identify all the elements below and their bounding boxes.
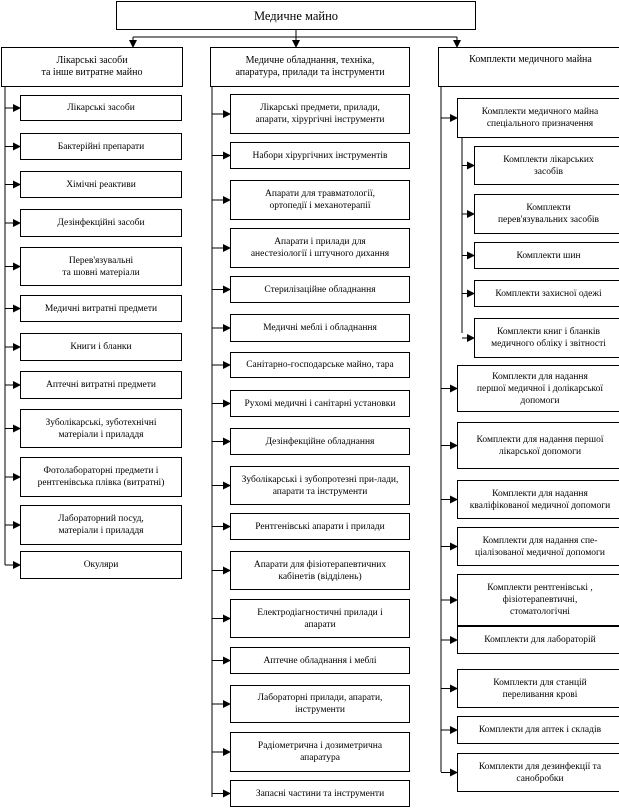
kit-item-box: Комплекти для надання кваліфікованої медичної допомоги bbox=[457, 480, 619, 519]
kit-subitem-box: Комплекти перев'язувальних засобів bbox=[474, 194, 619, 234]
equipment-item-box: Радіометрична і дозиметрична апаратура bbox=[230, 732, 410, 772]
consumable-item-box: Дезінфекційні засоби bbox=[20, 209, 182, 237]
consumable-item-box: Перев'язувальні та шовні матеріали bbox=[20, 247, 182, 286]
equipment-item-box: Апарати для фізіотерапевтичних кабінетів (відділень) bbox=[230, 551, 410, 590]
equipment-item-box: Електродіагностичні прилади і апарати bbox=[230, 599, 410, 638]
equipment-item-box: Набори хірургічних інструментів bbox=[230, 142, 410, 169]
kit-item-box: Комплекти для надання першої лікарської допомоги bbox=[457, 422, 619, 469]
column-header-equipment: Медичне обладнання, техніка, апаратура, прилади та інструменти bbox=[210, 47, 410, 87]
equipment-item-box: Апарати для травматології, ортопедії і механотерапії bbox=[230, 180, 410, 220]
kit-item-box: Комплекти для станцій переливання крові bbox=[457, 669, 619, 708]
column-header-kits: Комплекти медичного майна bbox=[438, 47, 619, 87]
consumable-item-box: Медичні витратні предмети bbox=[20, 295, 182, 322]
kit-item-box: Комплекти для аптек і складів bbox=[457, 716, 619, 744]
equipment-item-box: Апарати і прилади для анестезіології і штучного дихання bbox=[230, 228, 410, 268]
kit-subitem-box: Комплекти шин bbox=[474, 242, 619, 269]
kit-item-box: Комплекти для дезинфекції та санобробки bbox=[457, 753, 619, 792]
consumable-item-box: Окуляри bbox=[20, 551, 182, 579]
equipment-item-box: Стерилізаційне обладнання bbox=[230, 276, 410, 303]
consumable-item-box: Зуболікарські, зуботехнічні матеріали і приладдя bbox=[20, 409, 182, 448]
equipment-item-box: Аптечне обладнання і меблі bbox=[230, 647, 410, 674]
kit-subitem-box: Комплекти захисної одежі bbox=[474, 280, 619, 307]
kit-subitem-box: Комплекти книг і бланків медичного обліку і звітності bbox=[474, 318, 619, 358]
equipment-item-box: Зуболікарські і зубопротезні при-лади, апарати та інструменти bbox=[230, 466, 410, 505]
consumable-item-box: Книги і бланки bbox=[20, 333, 182, 361]
kit-subitem-box: Комплекти лікарських засобів bbox=[474, 146, 619, 185]
kit-item-box: Комплекти для надання першої медичної і долікарської допомоги bbox=[457, 365, 619, 412]
equipment-item-box: Рентгенівські апарати і прилади bbox=[230, 513, 410, 540]
consumable-item-box: Бактерійні препарати bbox=[20, 133, 182, 160]
equipment-item-box: Медичні меблі і обладнання bbox=[230, 314, 410, 342]
kit-item-box: Комплекти для лабораторій bbox=[457, 626, 619, 654]
consumable-item-box: Лабораторний посуд, матеріали і приладдя bbox=[20, 505, 182, 545]
consumable-item-box: Лікарські засоби bbox=[20, 95, 182, 121]
kit-item-box: Комплекти для надання спе- ціалізованої медичної допомоги bbox=[457, 527, 619, 566]
consumable-item-box: Хімічні реактиви bbox=[20, 171, 182, 198]
diagram-title: Медичне майно bbox=[116, 1, 476, 30]
equipment-item-box: Дезінфекційне обладнання bbox=[230, 428, 410, 455]
consumable-item-box: Фотолабораторні предмети і рентгенівська плівка (витратні) bbox=[20, 457, 182, 497]
kit-item-box: Комплекти рентгенівські , фізіотерапевтичні, стоматологічні bbox=[457, 574, 619, 626]
equipment-item-box: Лабораторні прилади, апарати, інструменти bbox=[230, 685, 410, 723]
equipment-item-box: Рухомі медичні і санітарні установки bbox=[230, 390, 410, 417]
kit-item-box: Комплекти медичного майна спеціального призначення bbox=[457, 98, 619, 138]
column-header-consumables: Лікарські засоби та інше витратне майно bbox=[1, 47, 183, 87]
equipment-item-box: Санітарно-господарське майно, тара bbox=[230, 352, 410, 378]
equipment-item-box: Лікарські предмети, прилади, апарати, хірургічні інструменти bbox=[230, 94, 410, 134]
equipment-item-box: Запасні частини та інструменти bbox=[230, 780, 410, 807]
consumable-item-box: Аптечні витратні предмети bbox=[20, 371, 182, 399]
